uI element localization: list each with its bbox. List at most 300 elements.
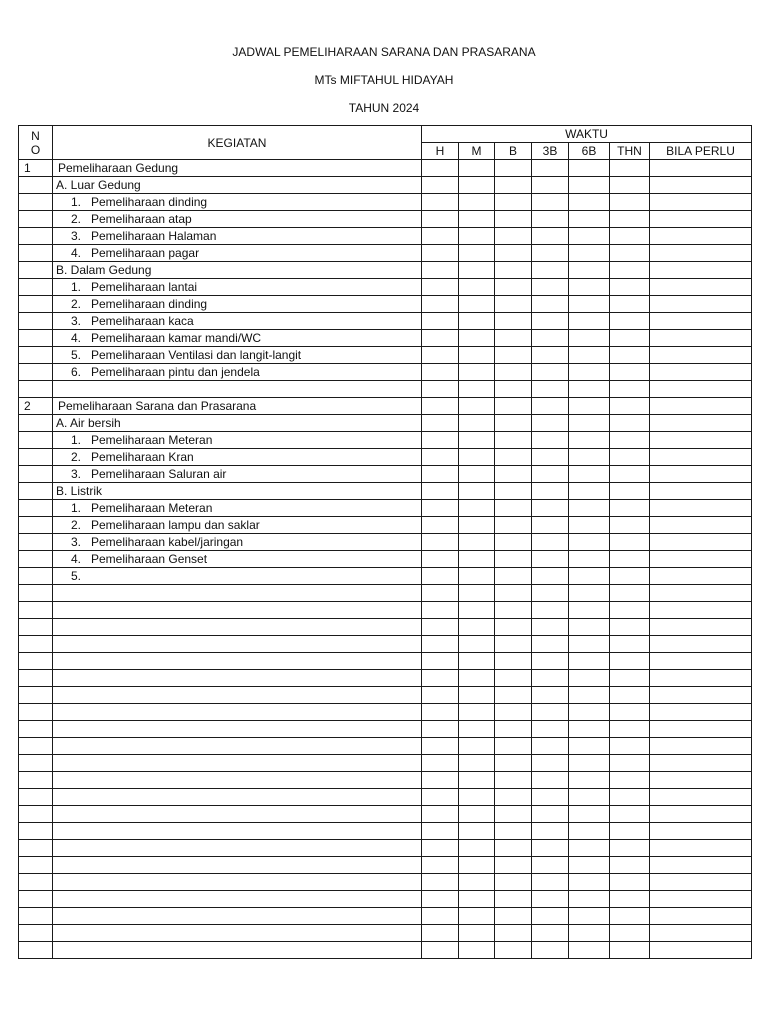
schedule-cell	[610, 279, 650, 296]
header-no: N O	[19, 126, 53, 160]
row-number-cell	[19, 517, 53, 534]
table-row	[19, 194, 752, 211]
schedule-cell	[610, 194, 650, 211]
schedule-cell	[495, 636, 532, 653]
schedule-cell	[569, 194, 610, 211]
item-number: 2.	[70, 518, 81, 532]
schedule-cell	[495, 619, 532, 636]
header-kegiatan: KEGIATAN	[53, 126, 422, 160]
schedule-cell	[495, 568, 532, 585]
item-number: 1.	[70, 280, 81, 294]
row-number-cell	[19, 670, 53, 687]
item-text: Pemeliharaan dinding	[91, 297, 208, 311]
activity-cell	[53, 194, 422, 211]
schedule-cell	[532, 738, 569, 755]
schedule-cell	[532, 874, 569, 891]
schedule-cell	[610, 721, 650, 738]
activity-cell	[53, 466, 422, 483]
schedule-cell	[569, 823, 610, 840]
activity-cell: A. Air bersih	[53, 415, 422, 432]
schedule-cell	[495, 160, 532, 177]
schedule-cell	[569, 551, 610, 568]
row-number-cell	[19, 789, 53, 806]
item-text: Pemeliharaan Kran	[91, 450, 194, 464]
schedule-cell	[532, 296, 569, 313]
schedule-cell	[610, 602, 650, 619]
schedule-cell	[650, 585, 752, 602]
schedule-cell	[495, 228, 532, 245]
schedule-cell	[495, 296, 532, 313]
table-row	[19, 670, 752, 687]
row-number-cell	[19, 381, 53, 398]
schedule-cell	[532, 381, 569, 398]
activity-cell	[53, 381, 422, 398]
schedule-cell	[650, 670, 752, 687]
table-row	[19, 381, 752, 398]
schedule-cell	[650, 925, 752, 942]
schedule-cell	[650, 721, 752, 738]
schedule-cell	[569, 857, 610, 874]
schedule-cell	[422, 347, 459, 364]
schedule-cell	[532, 364, 569, 381]
schedule-cell	[610, 925, 650, 942]
schedule-cell	[610, 415, 650, 432]
item-text: Pemeliharaan pintu dan jendela	[91, 365, 260, 379]
activity-cell	[53, 755, 422, 772]
schedule-cell	[459, 942, 495, 959]
schedule-cell	[459, 585, 495, 602]
table-row	[19, 840, 752, 857]
schedule-cell	[569, 177, 610, 194]
schedule-cell	[459, 160, 495, 177]
schedule-cell	[650, 551, 752, 568]
row-number-cell	[19, 466, 53, 483]
schedule-cell	[422, 738, 459, 755]
activity-cell	[53, 279, 422, 296]
schedule-cell	[459, 330, 495, 347]
schedule-cell	[495, 466, 532, 483]
schedule-cell	[422, 806, 459, 823]
schedule-cell	[532, 823, 569, 840]
schedule-cell	[495, 585, 532, 602]
schedule-cell	[532, 908, 569, 925]
schedule-cell	[650, 313, 752, 330]
schedule-cell	[495, 177, 532, 194]
maintenance-schedule-table	[18, 125, 752, 959]
schedule-cell	[650, 177, 752, 194]
activity-cell	[53, 806, 422, 823]
activity-cell	[53, 891, 422, 908]
schedule-cell	[422, 568, 459, 585]
row-number-cell	[19, 262, 53, 279]
schedule-cell	[569, 381, 610, 398]
schedule-cell	[459, 619, 495, 636]
schedule-cell	[569, 874, 610, 891]
schedule-cell	[569, 653, 610, 670]
schedule-cell	[610, 755, 650, 772]
activity-cell	[53, 228, 422, 245]
schedule-cell	[610, 228, 650, 245]
schedule-cell	[422, 653, 459, 670]
schedule-cell	[569, 330, 610, 347]
header-row-top	[19, 126, 752, 143]
schedule-cell	[495, 551, 532, 568]
schedule-cell	[610, 500, 650, 517]
row-number-cell	[19, 602, 53, 619]
schedule-cell	[650, 704, 752, 721]
schedule-cell	[650, 857, 752, 874]
schedule-cell	[459, 398, 495, 415]
schedule-cell	[532, 806, 569, 823]
schedule-cell	[569, 568, 610, 585]
row-number-cell	[19, 704, 53, 721]
schedule-cell	[459, 738, 495, 755]
schedule-cell	[532, 721, 569, 738]
schedule-cell	[650, 942, 752, 959]
schedule-cell	[532, 636, 569, 653]
row-number-cell	[19, 738, 53, 755]
schedule-cell	[569, 738, 610, 755]
row-number-cell	[19, 483, 53, 500]
activity-cell	[53, 313, 422, 330]
schedule-cell	[532, 551, 569, 568]
item-number: 3.	[70, 229, 81, 243]
schedule-cell	[459, 908, 495, 925]
schedule-cell	[650, 415, 752, 432]
activity-cell	[53, 449, 422, 466]
schedule-cell	[610, 177, 650, 194]
table-row	[19, 772, 752, 789]
schedule-cell	[495, 245, 532, 262]
row-number-cell	[19, 755, 53, 772]
schedule-cell	[610, 585, 650, 602]
schedule-cell	[569, 500, 610, 517]
row-number-cell: 2	[19, 398, 53, 415]
schedule-cell	[610, 704, 650, 721]
schedule-cell	[422, 602, 459, 619]
schedule-cell	[610, 211, 650, 228]
row-number-cell	[19, 857, 53, 874]
schedule-cell	[459, 568, 495, 585]
table-row	[19, 789, 752, 806]
schedule-cell	[610, 891, 650, 908]
schedule-cell	[569, 415, 610, 432]
schedule-cell	[610, 296, 650, 313]
row-number-cell	[19, 211, 53, 228]
schedule-cell	[532, 330, 569, 347]
schedule-cell	[459, 857, 495, 874]
schedule-cell	[495, 789, 532, 806]
schedule-cell	[650, 262, 752, 279]
schedule-cell	[422, 262, 459, 279]
schedule-cell	[532, 415, 569, 432]
schedule-cell	[495, 517, 532, 534]
schedule-cell	[459, 670, 495, 687]
schedule-cell	[495, 857, 532, 874]
item-text: Pemeliharaan atap	[91, 212, 192, 226]
schedule-cell	[422, 551, 459, 568]
schedule-cell	[610, 432, 650, 449]
item-text: Pemeliharaan kamar mandi/WC	[91, 331, 262, 345]
schedule-cell	[422, 279, 459, 296]
activity-cell	[53, 296, 422, 313]
schedule-cell	[495, 364, 532, 381]
schedule-cell	[650, 653, 752, 670]
schedule-cell	[650, 517, 752, 534]
schedule-cell	[422, 160, 459, 177]
schedule-cell	[650, 568, 752, 585]
item-text: Pemeliharaan lantai	[91, 280, 198, 294]
activity-cell	[53, 245, 422, 262]
table-row	[19, 942, 752, 959]
item-number: 4.	[70, 331, 81, 345]
schedule-cell	[495, 381, 532, 398]
header-col-bila-perlu: BILA PERLU	[650, 143, 752, 160]
schedule-cell	[422, 534, 459, 551]
schedule-cell	[650, 755, 752, 772]
schedule-cell	[650, 602, 752, 619]
row-number-cell	[19, 721, 53, 738]
schedule-cell	[422, 500, 459, 517]
schedule-cell	[459, 194, 495, 211]
schedule-cell	[569, 262, 610, 279]
schedule-cell	[422, 177, 459, 194]
row-number-cell	[19, 636, 53, 653]
schedule-cell	[610, 670, 650, 687]
schedule-cell	[650, 364, 752, 381]
schedule-cell	[495, 670, 532, 687]
schedule-cell	[422, 466, 459, 483]
schedule-cell	[422, 381, 459, 398]
schedule-cell	[422, 619, 459, 636]
item-text: Pemeliharaan kaca	[91, 314, 194, 328]
schedule-cell	[459, 517, 495, 534]
schedule-cell	[610, 908, 650, 925]
activity-cell	[53, 619, 422, 636]
row-number-cell	[19, 194, 53, 211]
schedule-cell	[650, 738, 752, 755]
schedule-cell	[650, 908, 752, 925]
schedule-cell	[422, 364, 459, 381]
schedule-cell	[569, 772, 610, 789]
schedule-cell	[569, 160, 610, 177]
schedule-cell	[532, 483, 569, 500]
schedule-cell	[495, 908, 532, 925]
schedule-cell	[650, 296, 752, 313]
schedule-cell	[569, 704, 610, 721]
schedule-cell	[610, 857, 650, 874]
schedule-cell	[532, 840, 569, 857]
table-row	[19, 857, 752, 874]
item-text: Pemeliharaan Meteran	[91, 501, 213, 515]
table-row	[19, 296, 752, 313]
schedule-cell	[495, 415, 532, 432]
schedule-cell	[610, 653, 650, 670]
activity-cell	[53, 653, 422, 670]
schedule-cell	[422, 483, 459, 500]
table-row	[19, 432, 752, 449]
schedule-cell	[495, 211, 532, 228]
document-year: TAHUN 2024	[348, 101, 420, 115]
schedule-cell	[532, 653, 569, 670]
schedule-cell	[459, 432, 495, 449]
item-text: Pemeliharaan dinding	[91, 195, 208, 209]
schedule-cell	[569, 721, 610, 738]
schedule-cell	[569, 789, 610, 806]
schedule-cell	[569, 279, 610, 296]
table-row	[19, 364, 752, 381]
table-row	[19, 313, 752, 330]
row-number-cell	[19, 330, 53, 347]
table-row	[19, 279, 752, 296]
activity-cell	[53, 602, 422, 619]
table-row	[19, 891, 752, 908]
schedule-cell	[532, 211, 569, 228]
schedule-cell	[650, 500, 752, 517]
schedule-cell	[610, 398, 650, 415]
schedule-cell	[422, 721, 459, 738]
item-number: 2.	[70, 212, 81, 226]
header-col-6b: 6B	[569, 143, 610, 160]
schedule-cell	[610, 381, 650, 398]
schedule-cell	[569, 687, 610, 704]
item-number: 4.	[70, 552, 81, 566]
schedule-cell	[459, 415, 495, 432]
schedule-cell	[459, 704, 495, 721]
schedule-cell	[495, 755, 532, 772]
schedule-cell	[422, 874, 459, 891]
table-row	[19, 262, 752, 279]
schedule-cell	[532, 687, 569, 704]
schedule-cell	[422, 585, 459, 602]
schedule-cell	[459, 874, 495, 891]
item-text: Pemeliharaan Saluran air	[91, 467, 227, 481]
schedule-cell	[569, 449, 610, 466]
schedule-cell	[610, 449, 650, 466]
schedule-cell	[459, 245, 495, 262]
header-col-thn: THN	[610, 143, 650, 160]
activity-cell: Pemeliharaan Sarana dan Prasarana	[53, 398, 422, 415]
schedule-cell	[610, 738, 650, 755]
schedule-cell	[610, 568, 650, 585]
schedule-cell	[650, 466, 752, 483]
schedule-cell	[610, 517, 650, 534]
activity-cell	[53, 925, 422, 942]
item-number: 1.	[70, 433, 81, 447]
row-number-cell	[19, 840, 53, 857]
schedule-cell	[495, 194, 532, 211]
activity-cell	[53, 721, 422, 738]
schedule-cell	[495, 891, 532, 908]
item-number: 3.	[70, 467, 81, 481]
item-text: Pemeliharaan Ventilasi dan langit-langit	[91, 348, 302, 362]
activity-cell	[53, 568, 422, 585]
schedule-cell	[569, 483, 610, 500]
schedule-cell	[569, 466, 610, 483]
schedule-cell	[532, 534, 569, 551]
schedule-cell	[610, 772, 650, 789]
schedule-cell	[569, 619, 610, 636]
schedule-cell	[459, 636, 495, 653]
schedule-cell	[459, 364, 495, 381]
schedule-cell	[532, 772, 569, 789]
schedule-cell	[495, 602, 532, 619]
activity-cell	[53, 551, 422, 568]
schedule-cell	[610, 687, 650, 704]
schedule-cell	[532, 755, 569, 772]
schedule-cell	[650, 891, 752, 908]
schedule-cell	[422, 296, 459, 313]
table-row	[19, 908, 752, 925]
schedule-cell	[532, 245, 569, 262]
row-number-cell	[19, 687, 53, 704]
schedule-cell	[495, 449, 532, 466]
table-row	[19, 211, 752, 228]
schedule-cell	[495, 347, 532, 364]
schedule-cell	[532, 466, 569, 483]
schedule-cell	[459, 483, 495, 500]
table-row	[19, 398, 752, 415]
schedule-cell	[532, 789, 569, 806]
item-text: Pemeliharaan Halaman	[91, 229, 217, 243]
schedule-cell	[459, 313, 495, 330]
schedule-cell	[569, 517, 610, 534]
schedule-cell	[650, 806, 752, 823]
schedule-cell	[532, 194, 569, 211]
schedule-cell	[650, 279, 752, 296]
schedule-cell	[422, 789, 459, 806]
row-number-cell	[19, 619, 53, 636]
schedule-cell	[610, 840, 650, 857]
schedule-cell	[610, 551, 650, 568]
schedule-cell	[459, 925, 495, 942]
schedule-cell	[650, 687, 752, 704]
item-text: Pemeliharaan pagar	[91, 246, 200, 260]
activity-cell	[53, 636, 422, 653]
schedule-cell	[569, 925, 610, 942]
schedule-cell	[569, 636, 610, 653]
row-number-cell	[19, 364, 53, 381]
schedule-cell	[459, 500, 495, 517]
schedule-cell	[532, 670, 569, 687]
item-text: Pemeliharaan lampu dan saklar	[91, 518, 260, 532]
row-number-cell	[19, 415, 53, 432]
item-text: Pemeliharaan Genset	[91, 552, 208, 566]
row-number-cell	[19, 806, 53, 823]
schedule-cell	[459, 823, 495, 840]
activity-cell	[53, 534, 422, 551]
table-row	[19, 585, 752, 602]
schedule-cell	[459, 840, 495, 857]
schedule-cell	[532, 857, 569, 874]
schedule-cell	[495, 398, 532, 415]
schedule-cell	[650, 823, 752, 840]
schedule-cell	[495, 738, 532, 755]
schedule-cell	[650, 211, 752, 228]
table-row	[19, 602, 752, 619]
schedule-cell	[459, 228, 495, 245]
table-row	[19, 653, 752, 670]
schedule-cell	[610, 534, 650, 551]
row-number-cell	[19, 551, 53, 568]
schedule-cell	[569, 398, 610, 415]
schedule-cell	[569, 602, 610, 619]
table-row	[19, 177, 752, 194]
table-row	[19, 228, 752, 245]
schedule-cell	[422, 211, 459, 228]
item-number: 3.	[70, 314, 81, 328]
activity-cell	[53, 840, 422, 857]
